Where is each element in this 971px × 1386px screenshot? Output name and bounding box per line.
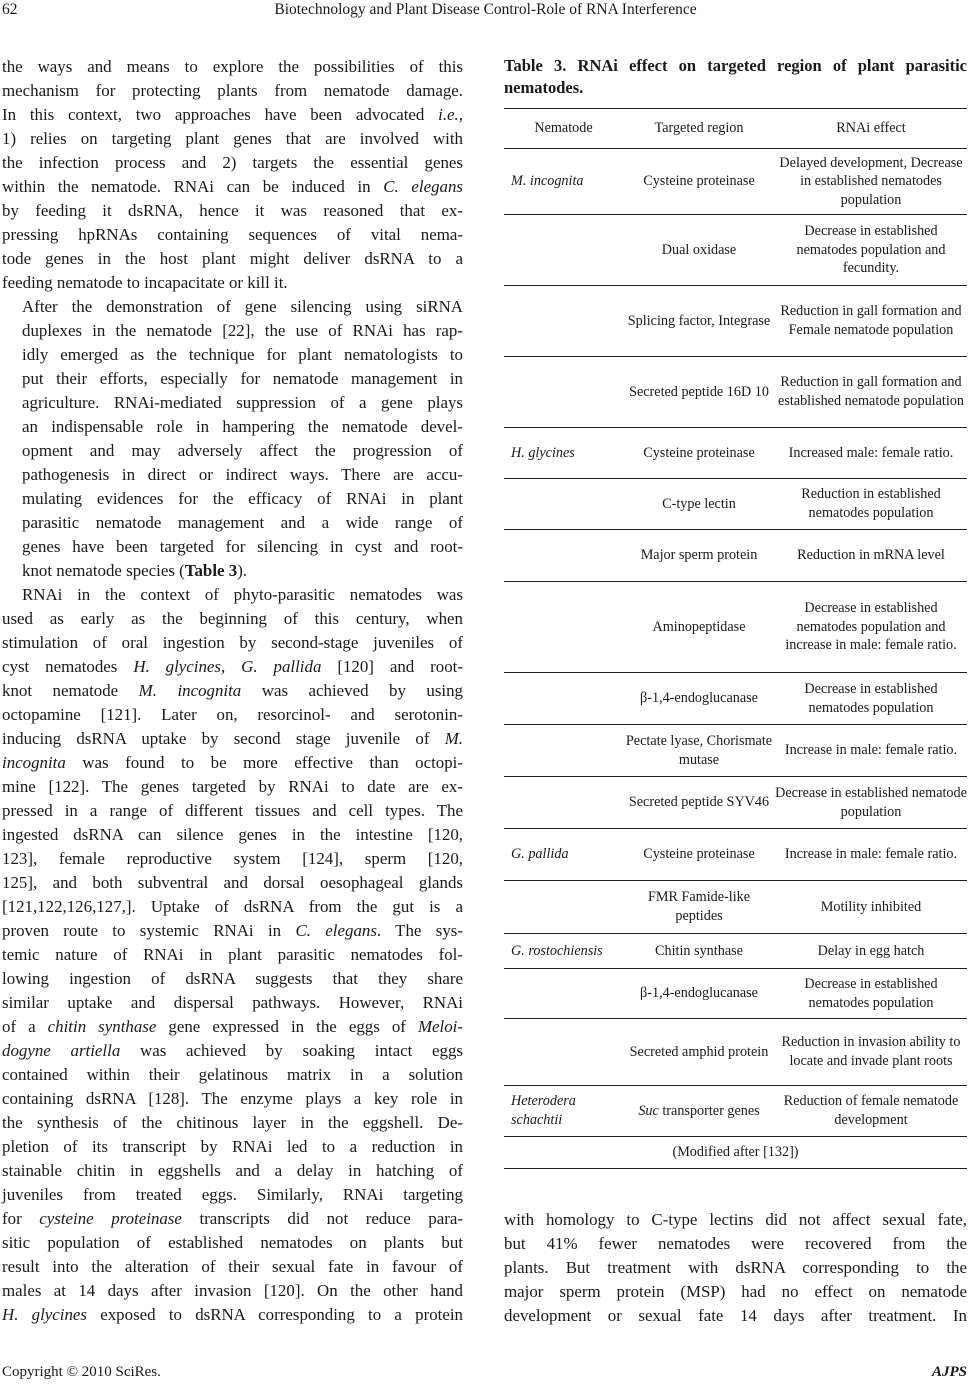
targeted-region-cell: β-1,4-endoglucanase bbox=[623, 673, 775, 725]
targeted-region-cell: Chitin synthase bbox=[623, 934, 775, 969]
nematode-cell bbox=[504, 969, 623, 1019]
column-header-rnai-effect: RNAi effect bbox=[775, 109, 967, 149]
targeted-region-cell: Suc transporter genes bbox=[623, 1086, 775, 1137]
table-row bbox=[504, 969, 967, 1019]
paragraph-2: After the demonstration of gene silencing using siRNA duplexes in the nematode [22], the use of RNAi has rap- idly emerged as the technique for plant nematologists to put their efforts, especially for nematode management in agriculture. RNAi-mediated suppression of a gene plays an indispensable role in hampering the nematode devel- opment and may adversely affect the progression of pathogenesis in direct or indirect ways. There are accu- mulating evidences for the efficacy of RNAi in plant parasitic nematode management and a wide range of genes have been targeted for silencing in cyst and root- knot nematode species (Table 3). bbox=[22, 297, 463, 580]
paragraph-1: the ways and means to explore the possibilities of this mechanism for protecting plants from nematode damage. In this context, two approaches have been advocated i.e., 1) relies on targeting plant genes that are involved with the infection process and 2) targets the essential genes within the nematode. RNAi can be induced in C. elegans by feeding it dsRNA, hence it was reasoned that ex- pressing hpRNAs containing sequences of vital nema- tode genes in the host plant might deliver dsRNA to a feeding nematode to incapacitate or kill it. bbox=[2, 57, 463, 292]
table-row bbox=[504, 286, 967, 357]
table-row bbox=[504, 881, 967, 934]
table-row bbox=[504, 357, 967, 428]
rnai-effect-cell: Reduction in mRNA level bbox=[775, 530, 967, 582]
table-row bbox=[504, 149, 967, 215]
table-row bbox=[504, 1086, 967, 1137]
rnai-effect-cell: Decrease in established nematodes population and fecundity. bbox=[775, 215, 967, 286]
targeted-region-cell: Splicing factor, Integrase bbox=[623, 286, 775, 357]
table-row bbox=[504, 777, 967, 829]
copyright-footer: Copyright © 2010 SciRes. bbox=[2, 1364, 161, 1380]
table-caption: Table 3. RNAi effect on targeted region of plant parasitic nematodes. bbox=[504, 56, 967, 97]
table-row bbox=[504, 479, 967, 530]
targeted-region-cell: Major sperm protein bbox=[623, 530, 775, 582]
targeted-region-cell: FMR Famide-like peptides bbox=[623, 881, 775, 934]
column-header-targeted-region: Targeted region bbox=[623, 109, 775, 149]
rnai-effect-cell: Decrease in established nematodes population bbox=[775, 673, 967, 725]
running-title: Biotechnology and Plant Disease Control-Role of RNA Interference bbox=[274, 1, 697, 18]
rnai-effect-cell: Decrease in established nematodes population bbox=[775, 969, 967, 1019]
nematode-cell bbox=[504, 286, 623, 357]
paragraph-3: RNAi in the context of phyto-parasitic nematodes was used as early as the beginning of this century, when stimulation of oral ingestion by second-stage juveniles of cyst nematodes H. glycines, G. pallida [120] and root- knot nematode M. incognita was achieved by using octopamine [121]. Later on, resorcinol- and serotonin- inducing dsRNA uptake by second stage juvenile of M. incognita was found to be more effective than octopi- mine [122]. The genes targeted by RNAi to date are ex- pressed in a range of different tissues and cell types. The ingested dsRNA can silence genes in the intestine [120, 123], female reproductive system [124], sperm [120, 125], and both subventral and dorsal oesophageal glands [121,122,126,127,]. Uptake of dsRNA from the gut is a proven route to systemic RNAi in C. elegans. The sys- temic nature of RNAi in plant parasitic nematodes fol- lowing ingestion of dsRNA suggests that they share similar uptake and dispersal pathways. However, RNAi of a chitin synthase gene expressed in the eggs of Meloi- dogyne artiella was achieved by soaking intact eggs contained within their gelatinous matrix in a solution containing dsRNA [128]. The enzyme plays a key role in the synthesis of the chitinous layer in the eggshell. De- pletion of its transcript by RNAi led to a reduction in stainable chitin in eggshells and a delay in hatching of juveniles from treated eggs. Similarly, RNAi targeting for cysteine proteinase transcripts did not reduce para- sitic population of established nematodes on plants but result into the alteration of their sexual fate in favour of males at 14 days after invasion [120]. On the other hand H. glycines exposed to dsRNA corresponding to a protein bbox=[2, 585, 464, 1324]
table-row bbox=[504, 530, 967, 582]
table-body bbox=[504, 149, 967, 1137]
table-footnote-row bbox=[504, 1137, 967, 1169]
nematode-cell bbox=[504, 725, 623, 777]
rnai-effect-cell: Reduction in established nematodes population bbox=[775, 479, 967, 530]
targeted-region-cell: C-type lectin bbox=[623, 479, 775, 530]
targeted-region-cell: β-1,4-endoglucanase bbox=[623, 969, 775, 1019]
rnai-effect-cell: Reduction in gall formation and Female nematode population bbox=[775, 286, 967, 357]
rnai-effect-cell: Delay in egg hatch bbox=[775, 934, 967, 969]
nematode-cell bbox=[504, 530, 623, 582]
nematode-cell: Heterodera schachtii bbox=[504, 1086, 623, 1137]
nematode-cell: H. glycines bbox=[504, 428, 623, 479]
targeted-region-cell: Secreted peptide SYV46 bbox=[623, 777, 775, 829]
rnai-effect-cell: Motility inhibited bbox=[775, 881, 967, 934]
nematode-cell bbox=[504, 777, 623, 829]
rnai-effect-cell: Delayed development, Decrease in established nematodes population bbox=[775, 149, 967, 215]
targeted-region-cell: Secreted peptide 16D 10 bbox=[623, 357, 775, 428]
nematode-cell bbox=[504, 357, 623, 428]
table-row bbox=[504, 673, 967, 725]
table-row bbox=[504, 215, 967, 286]
left-column bbox=[2, 55, 463, 1327]
table-footnote: (Modified after [132]) bbox=[504, 1137, 967, 1169]
rnai-effect-cell: Increase in male: female ratio. bbox=[775, 829, 967, 881]
rnai-effect-cell: Increased male: female ratio. bbox=[775, 428, 967, 479]
rnai-effect-cell: Reduction in gall formation and established nematode population bbox=[775, 357, 967, 428]
rnai-effect-cell: Decrease in established nematodes population and increase in male: female ratio. bbox=[775, 582, 967, 673]
table-row bbox=[504, 1019, 967, 1086]
targeted-region-cell: Secreted amphid protein bbox=[623, 1019, 775, 1086]
targeted-region-cell: Cysteine proteinase bbox=[623, 829, 775, 881]
nematode-cell bbox=[504, 1019, 623, 1086]
table-row bbox=[504, 582, 967, 673]
nematode-cell: M. incognita bbox=[504, 149, 623, 215]
rnai-effect-table bbox=[504, 108, 967, 1169]
nematode-cell: G. pallida bbox=[504, 829, 623, 881]
rnai-effect-cell: Decrease in established nematode population bbox=[775, 777, 967, 829]
nematode-cell bbox=[504, 582, 623, 673]
targeted-region-cell: Dual oxidase bbox=[623, 215, 775, 286]
rnai-effect-cell: Reduction in invasion ability to locate and invade plant roots bbox=[775, 1019, 967, 1086]
targeted-region-cell: Cysteine proteinase bbox=[623, 428, 775, 479]
running-header bbox=[0, 0, 971, 24]
table-row bbox=[504, 428, 967, 479]
targeted-region-cell: Aminopeptidase bbox=[623, 582, 775, 673]
rnai-effect-cell: Reduction of female nematode development bbox=[775, 1086, 967, 1137]
nematode-cell bbox=[504, 215, 623, 286]
targeted-region-cell: Cysteine proteinase bbox=[623, 149, 775, 215]
table-row bbox=[504, 725, 967, 777]
targeted-region-cell: Pectate lyase, Chorismate mutase bbox=[623, 725, 775, 777]
table-3-reference[interactable]: Table 3 bbox=[184, 561, 238, 580]
column-header-nematode: Nematode bbox=[504, 109, 623, 149]
nematode-cell bbox=[504, 673, 623, 725]
table-header-row bbox=[504, 109, 967, 149]
table-row bbox=[504, 934, 967, 969]
nematode-cell: G. rostochiensis bbox=[504, 934, 623, 969]
right-column-text: with homology to C-type lectins did not affect sexual fate, but 41% fewer nematodes were recovered from the plants. But treatment with dsRNA corresponding to the major sperm protein (MSP) had no effect on nematode development or sexual fate 14 days after treatment. In bbox=[504, 1210, 967, 1325]
nematode-cell bbox=[504, 881, 623, 934]
rnai-effect-cell: Increase in male: female ratio. bbox=[775, 725, 967, 777]
page-number: 62 bbox=[2, 1, 18, 18]
nematode-cell bbox=[504, 479, 623, 530]
table-section bbox=[504, 55, 967, 1161]
journal-footer: AJPS bbox=[931, 1364, 967, 1380]
table-row bbox=[504, 829, 967, 881]
